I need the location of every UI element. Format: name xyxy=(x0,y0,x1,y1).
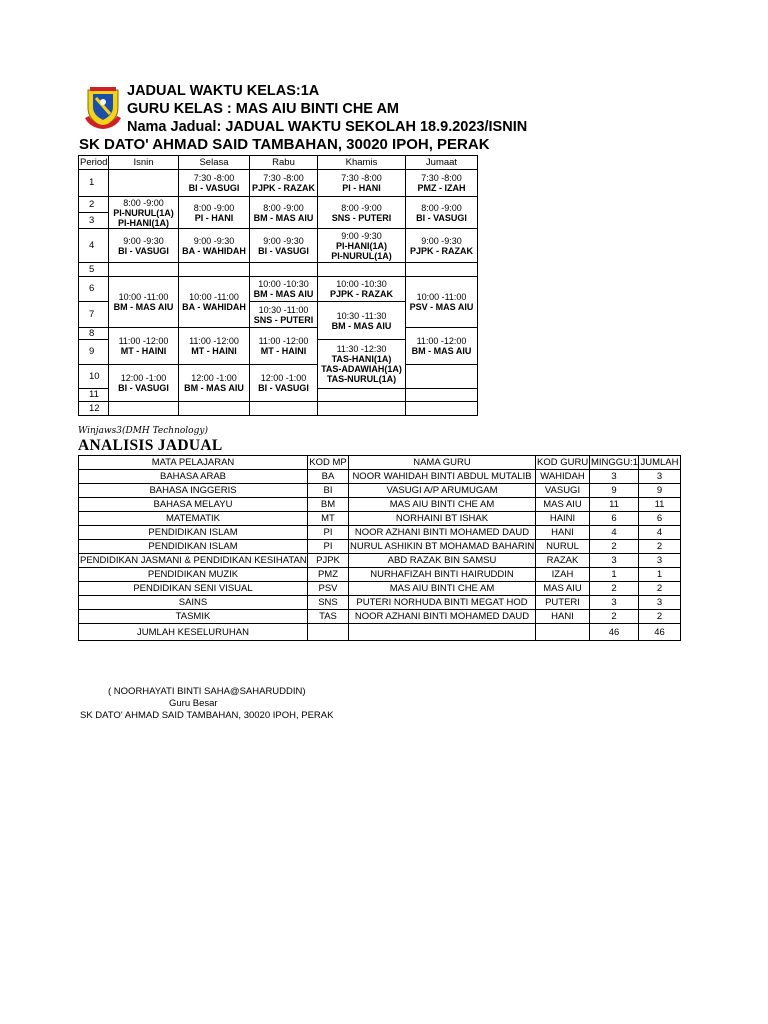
slot-subject: BI - VASUGI xyxy=(416,212,467,223)
total-count: 2 xyxy=(639,582,681,596)
school-name: SK DATO' AHMAD SAID TAMBAHAN, 30020 IPOH, PERAK xyxy=(79,136,490,153)
slot-subject: PMZ - IZAH xyxy=(417,183,466,193)
slot-cell xyxy=(109,365,179,402)
slot-empty xyxy=(109,263,179,277)
teacher-code: HANI xyxy=(536,610,590,624)
col-header-kod-mp: KOD MP xyxy=(309,457,347,468)
total-empty xyxy=(308,624,349,641)
slot-cell xyxy=(109,229,179,263)
teacher-code: MAS AIU xyxy=(536,582,590,596)
slot-cell xyxy=(318,170,406,197)
slot-subject: BI - VASUGI xyxy=(258,383,309,393)
slot-empty xyxy=(109,402,179,416)
school-crest-logo xyxy=(84,84,122,130)
subject-name: PENDIDIKAN SENI VISUAL xyxy=(79,582,308,596)
slot-time: 8:00 -9:00 xyxy=(421,202,462,213)
teacher-code: WAHIDAH xyxy=(536,470,590,484)
subject-code: PJPK xyxy=(308,554,349,568)
slot-time: 8:00 -9:00 xyxy=(193,202,235,213)
slot-subject: BI - VASUGI xyxy=(188,183,240,193)
slot-cell xyxy=(318,277,406,302)
slot-subject: MT - HAINI xyxy=(120,346,167,356)
slot-cell xyxy=(179,197,250,229)
slot-empty xyxy=(318,389,406,402)
period-number: 3 xyxy=(79,213,109,229)
table-row xyxy=(79,526,681,540)
slot-cell xyxy=(179,170,250,197)
period-number: 8 xyxy=(79,328,109,340)
analysis-header-row xyxy=(79,456,681,470)
slot-cell xyxy=(250,328,318,365)
slot-empty xyxy=(250,402,318,416)
slot-subject: SNS - PUTERI xyxy=(331,212,392,223)
slot-empty xyxy=(318,402,406,416)
slot-cell xyxy=(318,302,406,340)
teacher-code: HAINI xyxy=(536,512,590,526)
slot-empty xyxy=(406,389,478,402)
slot-time: 8:00 -9:00 xyxy=(341,202,382,213)
total-count: 6 xyxy=(639,512,681,526)
slot-empty xyxy=(179,263,250,277)
table-row xyxy=(79,582,681,596)
weekly-count: 3 xyxy=(590,554,639,568)
slot-empty xyxy=(179,402,250,416)
slot-subject: BI - VASUGI xyxy=(118,383,169,393)
slot-subject: PJPK - RAZAK xyxy=(329,289,393,299)
day-header-rabu: Rabu xyxy=(250,156,318,170)
slot-time: 7:30 -8:00 xyxy=(263,173,304,183)
slot-time: 10:00 -11:00 xyxy=(416,292,467,302)
subject-name: PENDIDIKAN JASMANI & PENDIDIKAN KESIHATAN xyxy=(80,555,307,566)
weekly-count: 3 xyxy=(590,596,639,610)
total-minggu: 46 xyxy=(590,624,639,641)
subject-name: BAHASA INGGERIS xyxy=(79,484,308,498)
slot-cell xyxy=(406,277,478,328)
slot-cell xyxy=(250,365,318,402)
subject-code: BI xyxy=(308,484,349,498)
slot-time: 8:00 -9:00 xyxy=(263,202,304,213)
slot-time: 9:00 -9:30 xyxy=(193,235,235,246)
day-header-jumaat: Jumaat xyxy=(406,156,478,170)
slot-time: 11:30 -12:30 xyxy=(336,344,387,354)
subject-name: BAHASA MELAYU xyxy=(79,498,308,512)
slot-subject: BM - MAS AIU xyxy=(184,383,244,393)
slot-cell xyxy=(318,229,406,263)
slot-cell xyxy=(109,328,179,365)
subject-name: PENDIDIKAN MUZIK xyxy=(79,568,308,582)
subject-code: PI xyxy=(308,526,349,540)
slot-subject: BM - MAS AIU xyxy=(411,346,472,356)
slot-empty xyxy=(406,263,478,277)
total-count: 2 xyxy=(639,610,681,624)
teacher-code: IZAH xyxy=(536,568,590,582)
subject-code: BA xyxy=(308,470,349,484)
teacher-name: NURHAFIZAH BINTI HAIRUDDIN xyxy=(349,568,536,582)
slot-subject: BI - VASUGI xyxy=(118,245,169,256)
teacher-name: NOOR AZHANI BINTI MOHAMED DAUD xyxy=(349,526,536,540)
slot-time: 11:00 -12:00 xyxy=(189,336,239,346)
slot-cell xyxy=(406,328,478,365)
slot-subject: PI - HANI xyxy=(342,183,381,193)
slot-time: 10:30 -11:30 xyxy=(336,310,387,321)
slot-empty xyxy=(406,402,478,416)
subject-code: BM xyxy=(308,498,349,512)
subject-name: PENDIDIKAN ISLAM xyxy=(79,526,308,540)
timetable xyxy=(78,155,478,416)
slot-subject: BM - MAS AIU xyxy=(253,212,314,223)
slot-cell xyxy=(179,328,250,365)
period-number: 4 xyxy=(79,229,109,263)
slot-cell xyxy=(109,197,179,229)
slot-cell xyxy=(179,365,250,402)
subject-name: BAHASA ARAB xyxy=(79,470,308,484)
slot-subject: MT - HAINI xyxy=(260,346,307,356)
table-row xyxy=(79,610,681,624)
slot-time: 11:00 -12:00 xyxy=(118,336,169,346)
period-number: 10 xyxy=(79,365,109,389)
col-header-minggu: MINGGU:1 xyxy=(591,457,638,468)
software-watermark: Winjaws3(DMH Technology) xyxy=(78,426,208,436)
slot-empty xyxy=(250,263,318,277)
slot-time: 7:30 -8:00 xyxy=(421,173,462,183)
teacher-code: PUTERI xyxy=(536,596,590,610)
slot-subject: SNS - PUTERI xyxy=(253,314,314,325)
slot-empty xyxy=(406,365,478,389)
teacher-name: NOOR WAHIDAH BINTI ABDUL MUTALIB xyxy=(349,470,536,484)
slot-cell xyxy=(406,197,478,229)
slot-subject: BM - MAS AIU xyxy=(331,320,392,331)
slot-subject: PI-NURUL(1A) xyxy=(331,250,392,261)
slot-time: 12:00 -1:00 xyxy=(260,373,307,383)
slot-subject: PI-HANI(1A) xyxy=(118,217,169,228)
total-count: 3 xyxy=(639,470,681,484)
analysis-title: ANALISIS JADUAL xyxy=(78,437,223,454)
total-jumlah: 46 xyxy=(639,624,681,641)
headmaster-name: ( NOORHAYATI BINTI SAHA@SAHARUDDIN) xyxy=(108,686,306,697)
teacher-name: MAS AIU BINTI CHE AM xyxy=(349,498,536,512)
period-number: 6 xyxy=(79,277,109,302)
slot-time: 12:00 -1:00 xyxy=(191,373,237,383)
slot-subject: MT - HAINI xyxy=(191,346,237,356)
period-number: 7 xyxy=(79,302,109,328)
period-number: 5 xyxy=(79,263,109,277)
slot-empty xyxy=(318,263,406,277)
weekly-count: 1 xyxy=(590,568,639,582)
slot-time: 10:30 -11:00 xyxy=(258,304,309,315)
slot-cell xyxy=(318,197,406,229)
slot-cell xyxy=(406,170,478,197)
total-count: 9 xyxy=(639,484,681,498)
table-row xyxy=(79,554,681,568)
teacher-name: NOOR AZHANI BINTI MOHAMED DAUD xyxy=(349,610,536,624)
teacher-name: NURUL ASHIKIN BT MOHAMAD BAHARIN xyxy=(350,541,535,552)
day-header-isnin: Isnin xyxy=(109,156,179,170)
teacher-name: MAS AIU BINTI CHE AM xyxy=(349,582,536,596)
table-row xyxy=(79,568,681,582)
col-header-kod-guru: KOD GURU xyxy=(537,457,589,468)
slot-subject: PI-HANI(1A) xyxy=(336,240,387,251)
period-number: 12 xyxy=(79,402,109,416)
period-header: Period xyxy=(80,156,108,168)
total-label: JUMLAH KESELURUHAN xyxy=(79,624,308,641)
period-number: 2 xyxy=(79,197,109,213)
slot-time: 10:00 -11:00 xyxy=(118,292,169,302)
subject-name: SAINS xyxy=(79,596,308,610)
teacher-name: PUTERI NORHUDA BINTI MEGAT HOD xyxy=(349,596,536,610)
weekly-count: 6 xyxy=(590,512,639,526)
table-row xyxy=(79,540,681,554)
day-header-selasa: Selasa xyxy=(179,156,250,170)
subject-name: PENDIDIKAN ISLAM xyxy=(79,540,308,554)
period-number: 9 xyxy=(79,340,109,365)
slot-subject: TAS-NURUL(1A) xyxy=(326,374,397,384)
slot-time: 7:30 -8:00 xyxy=(341,173,382,183)
subject-code: MT xyxy=(308,512,349,526)
slot-time: 11:00 -12:00 xyxy=(416,336,467,346)
weekly-count: 3 xyxy=(590,470,639,484)
table-row xyxy=(79,512,681,526)
slot-subject: PSV - MAS AIU xyxy=(409,302,474,312)
slot-time: 10:00 -10:30 xyxy=(258,279,309,289)
day-header-khamis: Khamis xyxy=(318,156,406,170)
period-number: 11 xyxy=(79,389,109,402)
total-count: 11 xyxy=(639,498,681,512)
slot-subject: BA - WAHIDAH xyxy=(182,302,246,312)
slot-cell xyxy=(406,229,478,263)
slot-subject: PI - HANI xyxy=(194,212,234,223)
teacher-code: VASUGI xyxy=(536,484,590,498)
table-row xyxy=(79,470,681,484)
slot-time: 9:00 -9:30 xyxy=(421,235,462,246)
total-empty xyxy=(349,624,536,641)
subject-name: TASMIK xyxy=(79,610,308,624)
weekly-count: 2 xyxy=(590,540,639,554)
total-empty xyxy=(536,624,590,641)
slot-cell xyxy=(250,197,318,229)
weekly-count: 11 xyxy=(590,498,639,512)
subject-name: MATEMATIK xyxy=(79,512,308,526)
period-number: 1 xyxy=(79,170,109,197)
analysis-table xyxy=(78,455,681,641)
slot-time: 10:00 -11:00 xyxy=(189,292,239,302)
table-row xyxy=(79,484,681,498)
table-row xyxy=(79,498,681,512)
slot-time: 9:00 -9:30 xyxy=(263,235,304,246)
teacher-name: ABD RAZAK BIN SAMSU xyxy=(349,554,536,568)
signature-school: SK DATO' AHMAD SAID TAMBAHAN, 30020 IPOH, PERAK xyxy=(80,710,334,721)
subject-code: SNS xyxy=(308,596,349,610)
analysis-total-row xyxy=(79,624,681,641)
slot-subject: TAS-ADAWIAH(1A) xyxy=(321,364,402,374)
table-row xyxy=(79,596,681,610)
slot-subject: PJPK - RAZAK xyxy=(409,245,473,256)
headmaster-title: Guru Besar xyxy=(169,698,218,709)
slot-empty xyxy=(109,170,179,197)
weekly-count: 4 xyxy=(590,526,639,540)
slot-cell xyxy=(250,229,318,263)
subject-code: PI xyxy=(308,540,349,554)
teacher-code: MAS AIU xyxy=(536,498,590,512)
schedule-name: Nama Jadual: JADUAL WAKTU SEKOLAH 18.9.2023/ISNIN xyxy=(127,119,528,135)
slot-subject: BM - MAS AIU xyxy=(113,302,174,312)
class-title: JADUAL WAKTU KELAS:1A xyxy=(127,83,320,99)
timetable-header-row xyxy=(79,156,478,170)
class-teacher: GURU KELAS : MAS AIU BINTI CHE AM xyxy=(127,101,400,117)
slot-time: 8:00 -9:00 xyxy=(123,197,164,208)
slot-time: 9:00 -9:30 xyxy=(341,230,382,241)
subject-code: PMZ xyxy=(308,568,349,582)
total-count: 1 xyxy=(639,568,681,582)
col-header-mata-pelajaran: MATA PELAJARAN xyxy=(79,456,308,470)
slot-subject: TAS-HANI(1A) xyxy=(331,354,392,364)
slot-cell xyxy=(109,277,179,328)
slot-cell xyxy=(250,170,318,197)
slot-cell xyxy=(250,277,318,302)
total-count: 4 xyxy=(639,526,681,540)
weekly-count: 9 xyxy=(590,484,639,498)
total-count: 2 xyxy=(639,540,681,554)
slot-cell xyxy=(179,277,250,328)
slot-subject: PJPK - RAZAK xyxy=(251,183,315,193)
slot-time: 7:30 -8:00 xyxy=(193,173,235,183)
col-header-jumlah: JUMLAH xyxy=(640,457,679,468)
teacher-code: NURUL xyxy=(536,540,590,554)
slot-time: 11:00 -12:00 xyxy=(258,336,309,346)
teacher-code: HANI xyxy=(536,526,590,540)
slot-cell xyxy=(250,302,318,328)
teacher-name: VASUGI A/P ARUMUGAM xyxy=(349,484,536,498)
subject-code: TAS xyxy=(308,610,349,624)
slot-cell xyxy=(179,229,250,263)
col-header-nama-guru: NAMA GURU xyxy=(349,456,536,470)
slot-subject: BM - MAS AIU xyxy=(253,289,314,299)
teacher-name: NORHAINI BT ISHAK xyxy=(349,512,536,526)
teacher-code: RAZAK xyxy=(536,554,590,568)
total-count: 3 xyxy=(639,554,681,568)
total-count: 3 xyxy=(639,596,681,610)
slot-subject: PI-NURUL(1A) xyxy=(113,207,174,218)
subject-code: PSV xyxy=(308,582,349,596)
weekly-count: 2 xyxy=(590,582,639,596)
slot-time: 10:00 -10:30 xyxy=(336,279,387,289)
slot-cell xyxy=(318,340,406,389)
slot-time: 12:00 -1:00 xyxy=(120,373,167,383)
weekly-count: 2 xyxy=(590,610,639,624)
slot-time: 9:00 -9:30 xyxy=(123,235,164,246)
slot-subject: BI - VASUGI xyxy=(258,245,309,256)
slot-subject: BA - WAHIDAH xyxy=(182,245,246,256)
